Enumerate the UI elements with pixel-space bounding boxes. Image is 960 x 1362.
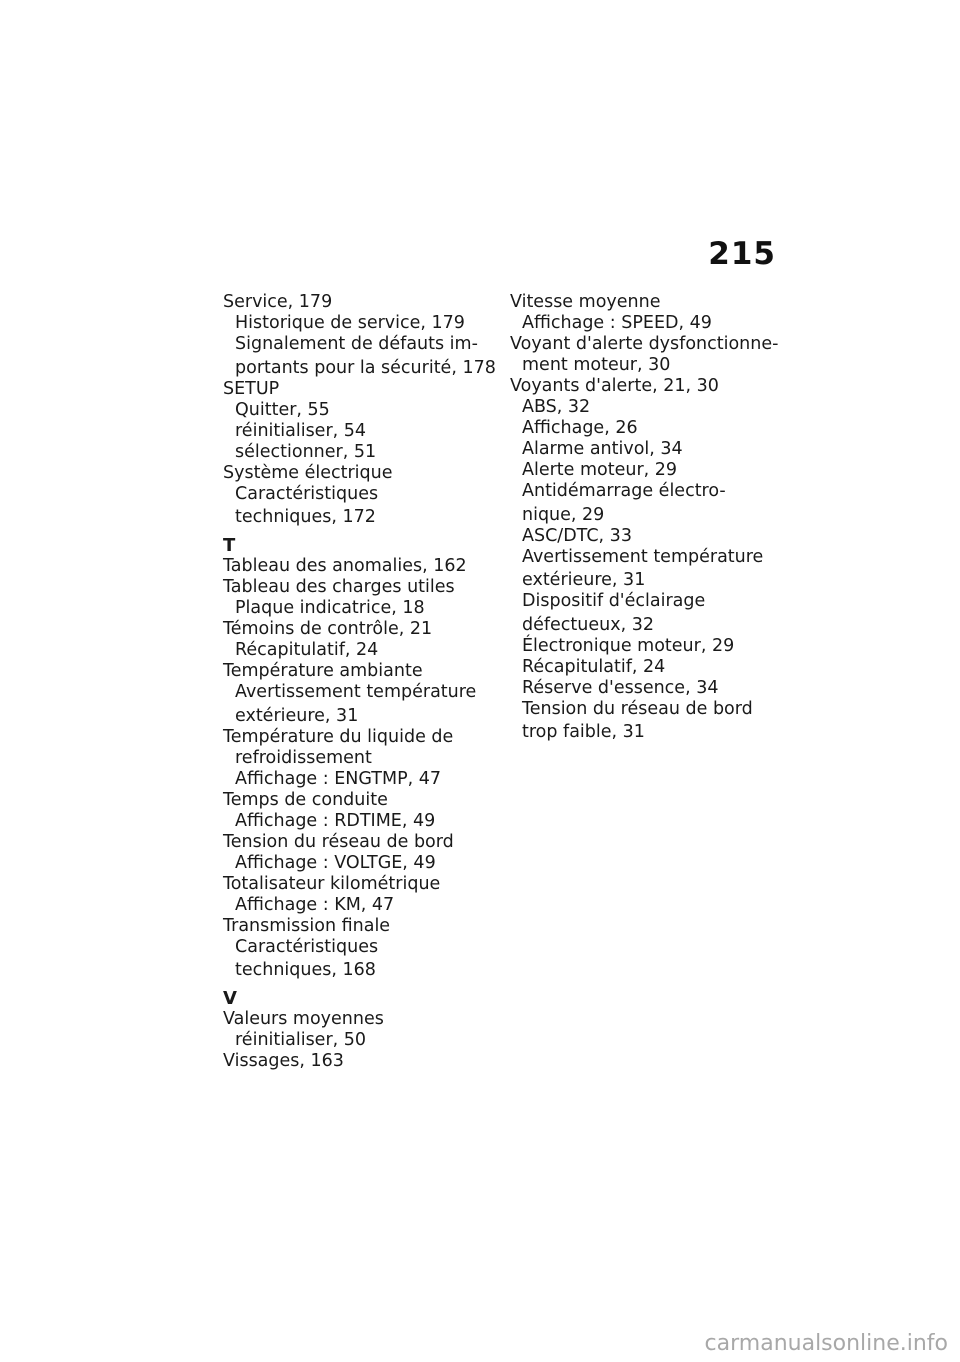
index-subentry: Affichage : ENGTMP, 47 — [235, 768, 442, 789]
index-subentry: Avertissement température — [522, 546, 764, 567]
index-entry: Vissages, 163 — [223, 1051, 344, 1071]
index-entry: Tension du réseau de bord — [223, 831, 454, 852]
index-entry: Témoins de contrôle, 21 — [223, 619, 433, 639]
index-subentry: Récapitulatif, 24 — [522, 656, 666, 677]
index-column-left — [223, 292, 498, 1072]
index-subentry: portants pour la sécurité, 178 — [235, 357, 496, 378]
index-subentry: sélectionner, 51 — [235, 441, 377, 462]
index-entry: Système électrique — [223, 462, 393, 483]
index-subentry: Alarme antivol, 34 — [522, 439, 683, 459]
index-subentry: Caractéristiques — [235, 936, 379, 957]
index-subentry: extérieure, 31 — [235, 705, 359, 726]
index-subentry: Réserve d'essence, 34 — [522, 677, 719, 698]
index-entry: Température du liquide de — [223, 726, 454, 747]
index-entry: Voyants d'alerte, 21, 30 — [510, 376, 719, 396]
index-subentry: ABS, 32 — [522, 397, 591, 417]
index-entry: Température ambiante — [223, 661, 423, 681]
index-entry: Totalisateur kilométrique — [223, 873, 441, 894]
index-entry: Temps de conduite — [223, 789, 388, 810]
index-subentry: défectueux, 32 — [522, 614, 654, 635]
index-subentry: Affichage : VOLTGE, 49 — [235, 852, 436, 873]
index-column-right — [510, 292, 785, 743]
index-subentry: réinitialiser, 54 — [235, 420, 367, 441]
index-entry: Service, 179 — [223, 292, 333, 312]
index-entry: Vitesse moyenne — [510, 292, 661, 312]
index-subentry: Affichage : KM, 47 — [235, 894, 395, 915]
index-subentry: Caractéristiques — [235, 483, 379, 504]
index-subentry: extérieure, 31 — [522, 570, 646, 590]
index-subentry: Affichage : RDTIME, 49 — [235, 810, 436, 831]
index-subentry: techniques, 172 — [235, 507, 376, 527]
index-subentry: ment moteur, 30 — [522, 355, 671, 375]
index-section-letter: T — [223, 535, 236, 556]
index-subentry: Historique de service, 179 — [235, 313, 465, 333]
index-subentry: Récapitulatif, 24 — [235, 640, 379, 660]
index-subentry: réinitialiser, 50 — [235, 1030, 367, 1050]
index-subentry: Électronique moteur, 29 — [522, 635, 735, 656]
index-subentry: nique, 29 — [522, 504, 605, 525]
index-subentry: refroidissement — [235, 747, 372, 768]
page-number: 215 — [708, 236, 776, 272]
index-subentry: techniques, 168 — [235, 960, 376, 980]
index-entry: Tableau des charges utiles — [223, 577, 455, 597]
index-entry: SETUP — [223, 378, 280, 399]
index-entry: Transmission finale — [223, 915, 391, 936]
index-entry: Valeurs moyennes — [223, 1009, 384, 1029]
index-entry: Voyant d'alerte dysfonctionne- — [510, 334, 779, 354]
index-subentry: Avertissement température — [235, 682, 477, 702]
index-subentry: Tension du réseau de bord — [522, 698, 753, 719]
index-subentry: Alerte moteur, 29 — [522, 460, 678, 480]
watermark-footer: carmanualsonline.info — [704, 1331, 948, 1356]
index-subentry: Antidémarrage électro- — [522, 481, 726, 501]
index-subentry: Affichage, 26 — [522, 418, 638, 438]
index-subentry: Quitter, 55 — [235, 399, 330, 420]
index-subentry: ASC/DTC, 33 — [522, 525, 632, 546]
index-subentry: trop faible, 31 — [522, 722, 645, 742]
index-subentry: Signalement de défauts im- — [235, 334, 478, 354]
index-subentry: Dispositif d'éclairage — [522, 591, 706, 611]
index-entry: Tableau des anomalies, 162 — [223, 556, 467, 576]
index-subentry: Plaque indicatrice, 18 — [235, 598, 425, 618]
index-subentry: Affichage : SPEED, 49 — [522, 313, 712, 333]
index-section-letter: V — [223, 988, 237, 1009]
